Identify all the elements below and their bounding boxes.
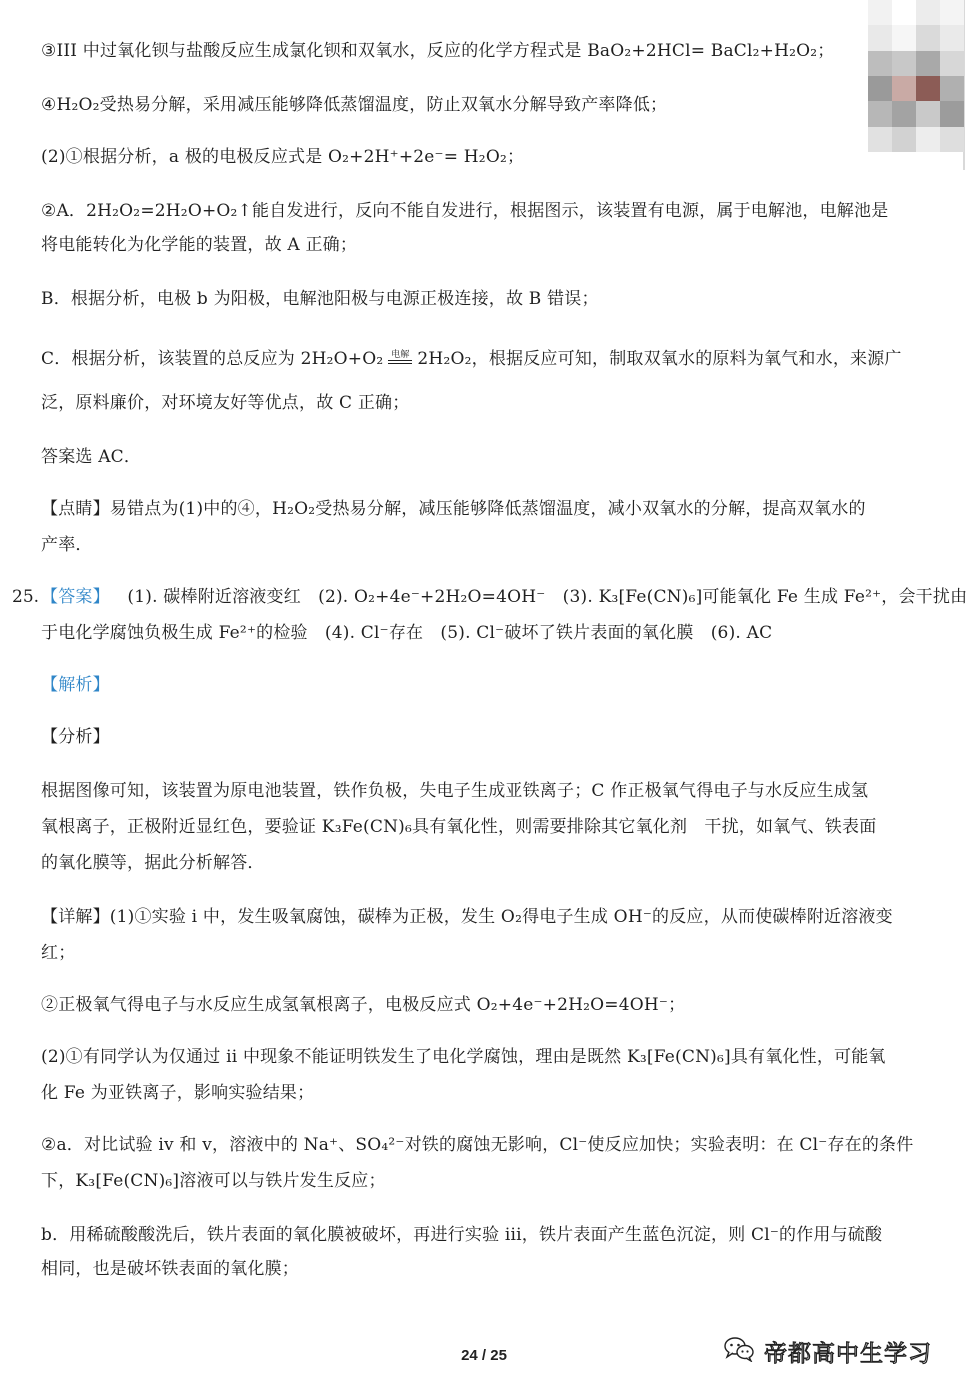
equation-text-right: 2H₂O₂，根据反应可知，制取双氧水的原料为氧气和水，来源广 [417,349,902,369]
answer-text: (1). 碳棒附近溶液变红 (2). O₂+4e⁻+2H₂O=4OH⁻ (3). K₃[Fe(CN)₆]可能氧化 Fe 生成 Fe²⁺，会干扰由 [127,587,968,607]
text-line: ②a．对比试验 iv 和 v，溶液中的 Na⁺、SO₄²⁻对铁的腐蚀无影响，Cl⁻使反应加快；实验表明：在 Cl⁻存在的条件 [41,1135,914,1155]
watermark [724,1334,932,1368]
text-line: 于电化学腐蚀负极生成 Fe²⁺的检验 (4). Cl⁻存在 (5). Cl⁻破坏了铁片表面的氧化膜 (6). AC [41,623,773,643]
text-line: (2)①有同学认为仅通过 ii 中现象不能证明铁发生了电化学腐蚀，理由是既然 K₃[Fe(CN)₆]具有氧化性，可能氧 [41,1047,886,1067]
equation-line [41,348,932,370]
text-line: 根据图像可知，该装置为原电池装置，铁作负极，失电子生成亚铁离子；C 作正极氧气得电子与水反应生成氢 [41,781,869,801]
analysis-tag: 【解析】 [41,675,110,695]
text-line: 下，K₃[Fe(CN)₆]溶液可以与铁片发生反应； [41,1171,386,1191]
text-line: 产率． [41,535,93,555]
text-line: 化 Fe 为亚铁离子，影响实验结果； [41,1083,315,1103]
text-line: ④H₂O₂受热易分解，采用减压能够降低蒸馏温度，防止双氧水分解导致产率降低； [41,95,668,115]
text-line: 将电能转化为化学能的装置，故 A 正确； [41,235,358,255]
text-line: 红； [41,943,76,963]
watermark-text: 帝都高中生学习 [764,1340,932,1367]
text-line: b．用稀硫酸酸洗后，铁片表面的氧化膜被破坏，再进行实验 iii，铁片表面产生蓝色沉淀，则 Cl⁻的作用与硫酸 [41,1225,883,1245]
arrow-condition-label: 电解 [391,350,410,360]
answer-tag: 【答案】 [41,587,110,607]
text-line: ②A．2H₂O₂=2H₂O+O₂↑能自发进行，反向不能自发进行，根据图示，该装置有电源，属于电解池，电解池是 [41,201,889,221]
blurred-avatar-image [868,0,964,152]
text-line: (2)①根据分析，a 极的电极反应式是 O₂+2H⁺+2e⁻= H₂O₂； [41,147,525,167]
reaction-arrow [387,351,413,370]
text-line: 【点睛】易错点为(1)中的④，H₂O₂受热易分解，减压能够降低蒸馏温度，减小双氧水的分解，提高双氧水的 [41,499,866,519]
equation-text-left: C．根据分析，该装置的总反应为 2H₂O+O₂ [41,349,384,369]
text-line: ③III 中过氧化钡与盐酸反应生成氯化钡和双氧水，反应的化学方程式是 BaO₂+2HCl= BaCl₂+H₂O₂； [41,41,835,61]
text-line: 答案选 AC． [41,447,142,467]
question-number: 25. [12,587,40,607]
page-number: 24 / 25 [461,1347,507,1364]
text-line: 泛，原料廉价，对环境友好等优点，故 C 正确； [41,393,410,413]
wechat-icon [724,1336,754,1366]
text-line: 的氧化膜等，据此分析解答． [41,853,265,873]
text-line: ②正极氧气得电子与水反应生成氢氧根离子，电极反应式 O₂+4e⁻+2H₂O=4OH⁻； [41,995,686,1015]
text-line: 氧根离子，正极附近显红色，要验证 K₃Fe(CN)₆具有氧化性，则需要排除其它氧化剂 干扰，如氧气、铁表面 [41,817,877,837]
section-heading: 【分析】 [41,727,110,747]
text-line: 【详解】(1)①实验 i 中，发生吸氧腐蚀，碳棒为正极，发生 O₂得电子生成 OH⁻的反应，从而使碳棒附近溶液变 [41,907,893,927]
text-line: 相同，也是破坏铁表面的氧化膜； [41,1259,299,1279]
text-line: B．根据分析，电极 b 为阳极，电解池阳极与电源正极连接，故 B 错误； [41,289,599,309]
answer-line [41,586,968,608]
